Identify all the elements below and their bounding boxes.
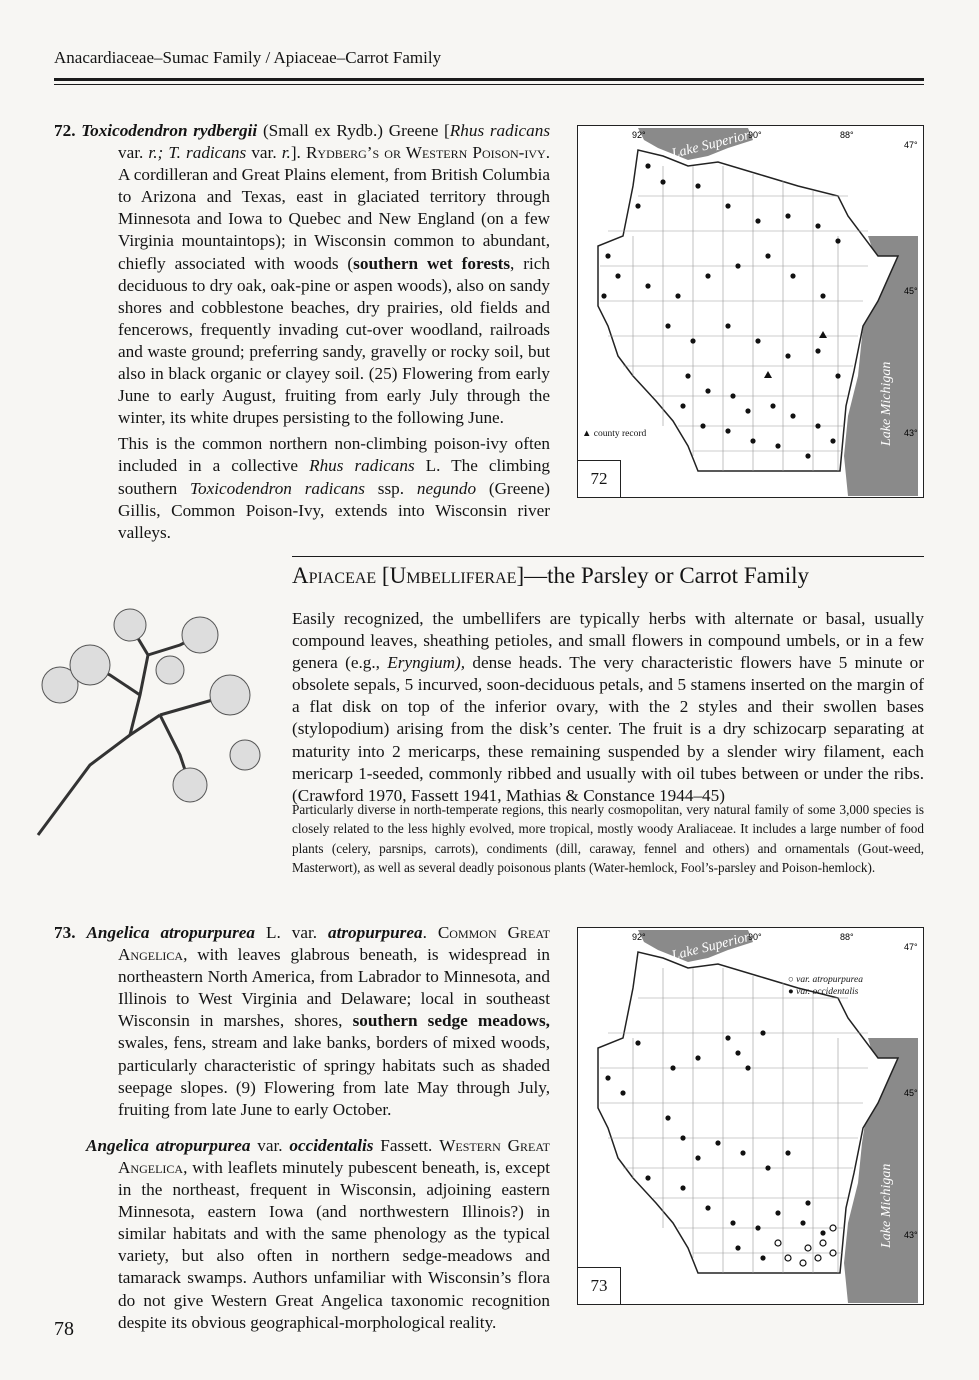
wisconsin-map-svg	[578, 928, 922, 1303]
header-rule	[54, 78, 924, 81]
entry-72	[54, 120, 550, 544]
synonym-rank: var.	[118, 143, 149, 163]
synonym: r.	[281, 143, 291, 163]
bracket: [	[376, 563, 390, 588]
description: with leaves glabrous beneath, is widespread in northeastern North America, from Labrador to Minnesota, and Illinois to West Virginia and Delaware; local in southeast Wisconsin in marshes, shores,	[118, 945, 550, 1031]
genus-example: Eryngium),	[387, 653, 466, 673]
note-text: L. The climbing southern	[118, 456, 551, 498]
plant-stems	[38, 625, 230, 835]
family-common-name: ]—the Parsley or Carrot Family	[516, 563, 809, 588]
authority: var.	[250, 1135, 290, 1155]
family-text: dense heads. The very characteristic flowers have 5 minute or obsolete sepals, 5 incurved, soon-deciduous petals, and 5 stamens inserted on the margin of a flat disk on top of the inferior ovary, with the 2 styles and their swollen bases (stylopodium) arising from the disk’s center. The fruit is a dry schizocarp separating at maturity into 2 mericarps, these remaining suspended by a slender wiry filament, each mericarp 1-seeded, commonly ribbed and usually with oil tubes between or under the ribs. (Crawford 1970, Fassett 1941, Mathias & Constance 1944–45)	[292, 653, 924, 805]
lat-label: 43°	[904, 1230, 918, 1240]
family-name: Apiaceae	[292, 563, 377, 588]
lake-michigan-label: Lake Michigan	[879, 1163, 894, 1248]
lat-label: 47°	[904, 942, 918, 952]
family-heading	[292, 563, 809, 589]
lat-label: 47°	[904, 140, 918, 150]
lon-label: 92°	[632, 130, 646, 140]
species-name: Angelica atropurpurea	[86, 923, 255, 942]
note-taxon: negundo	[416, 478, 477, 498]
family-description	[292, 608, 924, 807]
habitat-highlight: southern sedge meadows,	[352, 1011, 550, 1031]
authority: Fassett.	[373, 1135, 440, 1155]
note-text: (Greene) Gillis, Common Poison-Ivy, extends into Wisconsin river valleys.	[118, 478, 550, 542]
common-name: . Common Great Angelica,	[118, 923, 551, 965]
distribution-map-73	[577, 927, 924, 1305]
lake-superior-label: Lake Superior	[670, 930, 752, 964]
note-taxon: Rhus radicans	[309, 456, 415, 476]
species-name: Angelica atropurpurea	[86, 1135, 251, 1155]
description-cont: swales, fens, stream and lake banks, borders of mixed woods, particularly characteristic of springy habitats such as shaded seepage slopes. (9) Flowering from late May through July, fruiting from late June to early October.	[118, 1033, 550, 1119]
lat-label: 45°	[904, 1088, 918, 1098]
map-number: 73	[578, 1267, 621, 1304]
note-taxon: Toxicodendron radicans	[190, 478, 365, 498]
entry-number: 72.	[54, 121, 76, 140]
lon-label: 88°	[840, 932, 854, 942]
habitat-highlight: southern wet forests	[353, 253, 511, 273]
legend-open-circle: ○ var. atropurpurea	[788, 975, 863, 985]
header-rule-thin	[54, 84, 924, 85]
authority: L. var.	[255, 923, 328, 942]
family-rule	[292, 556, 924, 557]
family-text: Easily recognized, the umbellifers are typically herbs with alternate or basal, usually compound leaves, sheathing petioles, and small flowers in compound umbels, or in a few genera (e.g.,	[292, 609, 924, 673]
description: A cordilleran and Great Plains element, from British Columbia to Arizona and Texas, east in glaciated territory through Minnesota and Iowa to Quebec and New England (on a few Virginia mountaintops); in Wisconsin common to abundant, chiefly associated with woods (	[118, 165, 550, 273]
description-cont: , rich deciduous to dry oak, oak-pine or aspen woods), also on sandy shores and cobblestone beaches, dry prairies, old fields and fencerows, frequently invading cut-over woodland, railroads and waste ground; preferring sandy, gravelly or rocky soil, but also in black organic or clayey soil. (25) Flowering from early June to early August, fruiting from early July through the winter, its white drupes persisting to the following June.	[118, 253, 550, 428]
entry-73	[54, 922, 550, 1334]
wisconsin-map-svg	[578, 126, 922, 496]
lon-label: 88°	[840, 130, 854, 140]
description: with leaflets minutely pubescent beneath, is, except in the northeast, frequent in Wisconsin, adjoining eastern Minnesota, eastern Iowa (and northwestern Illinois?) in similar habitats and with the same phenology as the typical variety, but also often in northern sedge-meadows and tamarack swamps. Authors unfamiliar with Wisconsin’s flora do not give Western Great Angelica taxonomic recognition despite its obvious geographical-morphological reality.	[118, 1157, 550, 1332]
synonym-close: ].	[290, 143, 306, 163]
lake-superior-label: Lake Superior	[670, 128, 752, 162]
variety-name: atropurpurea	[328, 923, 423, 942]
lat-label: 43°	[904, 428, 918, 438]
map-number: 72	[578, 460, 621, 497]
entry-73-variety	[54, 1135, 550, 1334]
family-synonym: Umbelliferae	[389, 563, 517, 588]
page-number: 78	[54, 1318, 74, 1340]
lake-michigan-label: Lake Michigan	[879, 361, 894, 446]
note-text: ssp.	[364, 478, 417, 498]
umbel-heads	[42, 609, 260, 802]
common-name: Western Great Angelica,	[118, 1135, 551, 1177]
distribution-map-72	[577, 125, 924, 498]
map-legend	[788, 974, 863, 998]
synonym: Rhus radicans	[449, 121, 551, 140]
lat-label: 45°	[904, 286, 918, 296]
synonym-rank: var.	[246, 143, 282, 163]
variety-name: occidentalis	[289, 1135, 374, 1155]
entry-72-note	[54, 433, 550, 543]
entry-number: 73.	[54, 923, 76, 942]
angelica-illustration	[30, 595, 270, 855]
lon-label: 92°	[632, 932, 646, 942]
lon-label: 90°	[748, 932, 762, 942]
lon-label: 90°	[748, 130, 762, 140]
running-header: Anacardiaceae–Sumac Family / Apiaceae–Carrot Family	[54, 48, 442, 67]
common-name: Rydberg’s or Western Poison-ivy.	[305, 143, 551, 163]
species-name: Toxicodendron rydbergii	[81, 121, 258, 140]
note-text: This is the common northern non-climbing poison-ivy often included in a collective	[118, 434, 550, 476]
legend-filled-circle: ● var. occidentalis	[788, 987, 859, 997]
map-legend: ▲ county record	[582, 429, 647, 439]
synonym: r.; T. radicans	[148, 143, 247, 163]
authority: (Small ex Rydb.) Greene [	[262, 121, 450, 140]
family-note: Particularly diverse in north-temperate regions, this nearly cosmopolitan, very natural family of some 3,000 species is closely related to the less highly evolved, more tropical, mostly woody Araliaceae. It includes a large number of food plants (celery, parsnips, carrots), condiments (dill, caraway, fennel and others) and ornamentals (Gout-weed, Masterwort), as well as several deadly poisonous plants (Water-hemlock, Fool’s-parsley and Poison-hemlock).	[292, 802, 924, 876]
